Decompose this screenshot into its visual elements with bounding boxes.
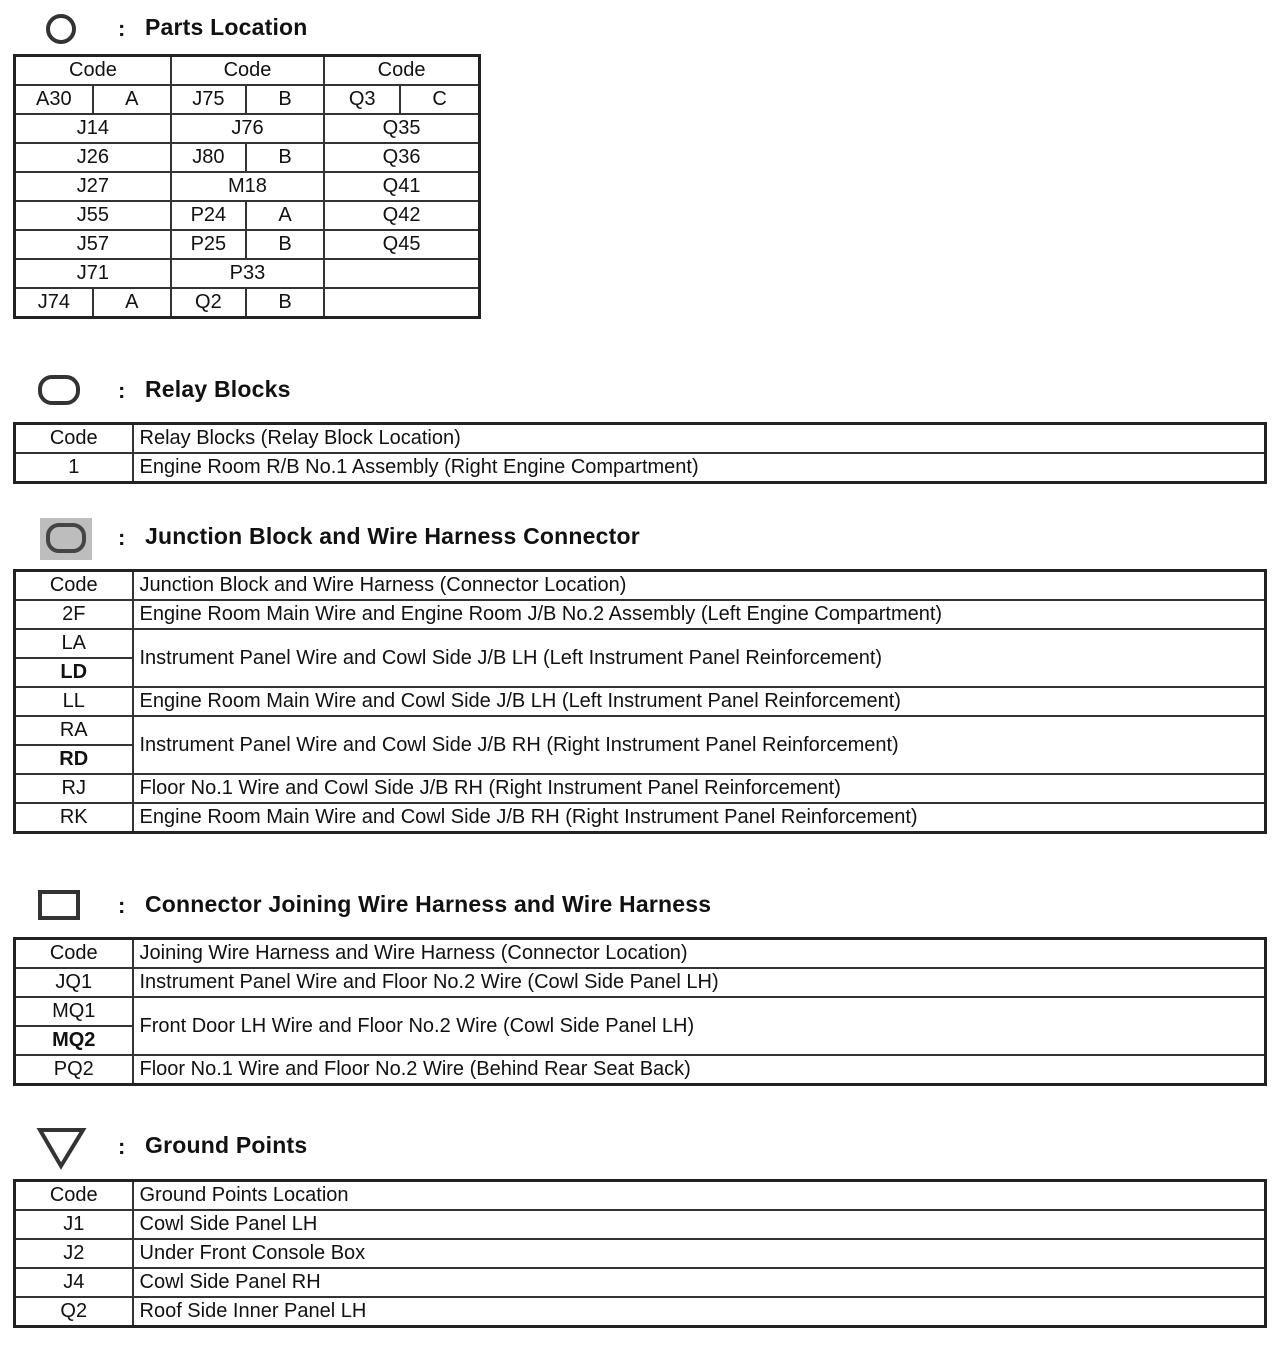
table-header-row [15,424,1266,454]
code-cell: PQ2 [15,1055,133,1085]
location-cell: Cowl Side Panel RH [133,1268,1266,1297]
location-cell: Floor No.1 Wire and Floor No.2 Wire (Behind Rear Seat Back) [133,1055,1266,1085]
parts-location-table [13,54,481,319]
junction-block-header [0,517,1280,557]
table-row [15,997,1266,1026]
location-cell: Instrument Panel Wire and Floor No.2 Wire (Cowl Side Panel LH) [133,968,1266,997]
section-title: Ground Points [145,1132,308,1158]
table-row [15,716,1266,745]
parts-location-header [0,8,1280,48]
table-row [15,201,480,230]
relay-blocks-header [0,370,1280,410]
code-cell: P33 [171,259,324,288]
junction-block-table [13,569,1267,834]
section-title: Connector Joining Wire Harness and Wire Harness [145,891,712,917]
table-row [15,1268,1266,1297]
code-cell: RJ [15,774,133,803]
code-cell: Q36 [324,143,479,172]
table-row [15,629,1266,658]
code-header-cell: Code [15,1181,133,1211]
connector-joining-header [0,885,1280,925]
code-header-cell: Code [15,424,133,454]
code-cell [324,288,479,318]
table-header-row [15,1181,1266,1211]
code-cell: RA [15,716,133,745]
location-cell: Instrument Panel Wire and Cowl Side J/B LH (Left Instrument Panel Reinforcement) [133,629,1266,687]
location-cell: Engine Room Main Wire and Engine Room J/B No.2 Assembly (Left Engine Compartment) [133,600,1266,629]
colon: : [118,525,126,550]
table-header-row [15,571,1266,601]
code-cell: Q45 [324,230,479,259]
location-header-cell: Relay Blocks (Relay Block Location) [133,424,1266,454]
colon: : [118,378,126,403]
code-cell: J74 [15,288,93,318]
table-row [15,114,480,143]
code-cell: Q42 [324,201,479,230]
location-header-cell: Joining Wire Harness and Wire Harness (Connector Location) [133,939,1266,969]
code-cell: J80 [171,143,246,172]
code-cell: J75 [171,85,246,114]
header-cell: Code [324,56,479,86]
position-cell: A [246,201,324,230]
location-cell: Cowl Side Panel LH [133,1210,1266,1239]
code-cell: J2 [15,1239,133,1268]
table-row [15,600,1266,629]
ground-points-header [0,1126,1280,1166]
colon: : [118,1134,126,1159]
code-cell: J55 [15,201,171,230]
section-title: Parts Location [145,14,308,40]
table-header-row [15,939,1266,969]
location-cell: Floor No.1 Wire and Cowl Side J/B RH (Right Instrument Panel Reinforcement) [133,774,1266,803]
section-title: Junction Block and Wire Harness Connector [145,523,640,549]
location-header-cell: Ground Points Location [133,1181,1266,1211]
rounded-rect-symbol-icon [37,374,83,406]
code-cell: J26 [15,143,171,172]
location-header-cell: Junction Block and Wire Harness (Connector Location) [133,571,1266,601]
code-cell: 1 [15,453,133,483]
location-cell: Roof Side Inner Panel LH [133,1297,1266,1327]
rectangle-symbol-icon [37,889,83,921]
header-cell: Code [171,56,324,86]
colon: : [118,893,126,918]
table-header-row [15,56,480,86]
code-cell: M18 [171,172,324,201]
table-row [15,85,480,114]
position-cell: B [246,288,324,318]
code-header-cell: Code [15,571,133,601]
location-cell: Engine Room Main Wire and Cowl Side J/B RH (Right Instrument Panel Reinforcement) [133,803,1266,833]
header-cell: Code [15,56,171,86]
relay-blocks-table [13,422,1267,484]
shaded-rounded-rect-symbol-icon [38,517,94,561]
code-cell: LA [15,629,133,658]
table-row [15,143,480,172]
position-cell: A [93,85,171,114]
table-row [15,968,1266,997]
table-row [15,687,1266,716]
location-cell: Instrument Panel Wire and Cowl Side J/B RH (Right Instrument Panel Reinforcement) [133,716,1266,774]
circle-symbol-icon [44,12,80,46]
section-title: Relay Blocks [145,376,291,402]
code-cell: J1 [15,1210,133,1239]
triangle-symbol-icon [36,1126,88,1170]
table-row [15,172,480,201]
position-cell: B [246,230,324,259]
table-row [15,1239,1266,1268]
table-row [15,1210,1266,1239]
code-cell: Q2 [15,1297,133,1327]
ground-points-table [13,1179,1267,1328]
code-cell: 2F [15,600,133,629]
table-row [15,230,480,259]
location-cell: Engine Room R/B No.1 Assembly (Right Engine Compartment) [133,453,1266,483]
position-cell: A [93,288,171,318]
table-row [15,1297,1266,1327]
code-cell: MQ2 [15,1026,133,1055]
connector-joining-table [13,937,1267,1086]
code-cell: J27 [15,172,171,201]
code-cell: MQ1 [15,997,133,1026]
table-row [15,803,1266,833]
location-cell: Engine Room Main Wire and Cowl Side J/B LH (Left Instrument Panel Reinforcement) [133,687,1266,716]
code-header-cell: Code [15,939,133,969]
colon: : [118,16,126,41]
code-cell: A30 [15,85,93,114]
code-cell: J4 [15,1268,133,1297]
position-cell: C [400,85,479,114]
table-row [15,774,1266,803]
code-cell: J71 [15,259,171,288]
code-cell: LD [15,658,133,687]
table-row [15,259,480,288]
code-cell: Q2 [171,288,246,318]
code-cell [324,259,479,288]
code-cell: J14 [15,114,171,143]
code-cell: RD [15,745,133,774]
position-cell: B [246,143,324,172]
code-cell: LL [15,687,133,716]
position-cell: B [246,85,324,114]
location-cell: Front Door LH Wire and Floor No.2 Wire (Cowl Side Panel LH) [133,997,1266,1055]
code-cell: Q35 [324,114,479,143]
code-cell: JQ1 [15,968,133,997]
table-row [15,1055,1266,1085]
code-cell: J57 [15,230,171,259]
table-row [15,453,1266,483]
code-cell: P24 [171,201,246,230]
code-cell: P25 [171,230,246,259]
code-cell: Q3 [324,85,400,114]
location-cell: Under Front Console Box [133,1239,1266,1268]
code-cell: J76 [171,114,324,143]
table-row [15,288,480,318]
code-cell: Q41 [324,172,479,201]
code-cell: RK [15,803,133,833]
